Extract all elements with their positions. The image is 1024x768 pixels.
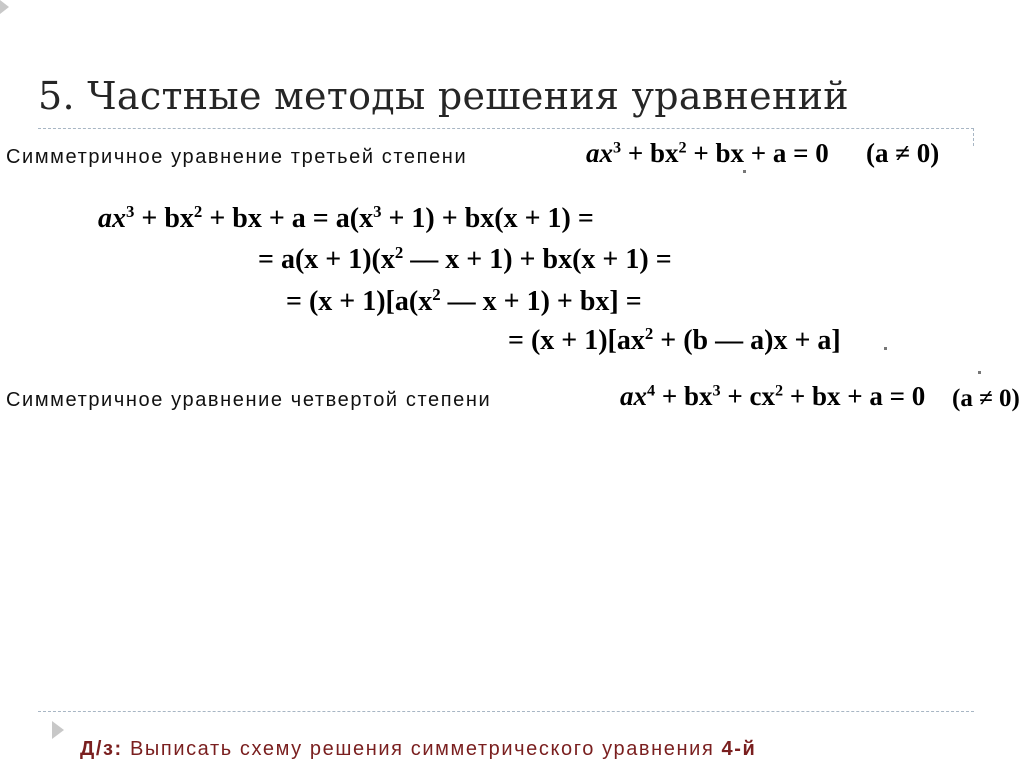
derivation-exp: 3 [126,201,135,221]
derivation-exp: 2 [644,323,654,343]
derivation-text: = (x + 1)[ax [508,325,645,356]
quartic-exp: 3 [712,381,721,400]
derivation-text: + (b — a)x + a] [653,325,841,356]
cubic-exp: 2 [678,138,687,157]
homework-label: Д/з: [80,738,123,760]
cubic-term: + bx [621,138,679,168]
derivation-line-3 [286,286,642,318]
scan-mark [978,371,981,374]
quartic-term: + cx [720,381,775,411]
quartic-label: Симметричное уравнение четвертой степени [6,389,492,411]
cubic-exp: 3 [613,138,622,157]
quartic-condition: (a ≠ 0) [952,385,1020,412]
derivation-line-4 [508,325,841,357]
derivation-line-1 [98,203,594,235]
footer-divider [38,711,974,712]
derivation-text: + bx + a = a(x [202,203,374,234]
quartic-term: + bx [655,381,713,411]
bullet-triangle-icon [52,721,64,739]
title-divider-edge [973,128,974,146]
cubic-condition: (a ≠ 0) [866,138,940,168]
derivation-exp: 2 [193,201,203,221]
homework-emphasis: 4-й [721,738,757,760]
title-divider [38,128,974,129]
derivation-text: — x + 1) + bx(x + 1) = [403,244,672,275]
corner-triangle-icon [0,0,9,14]
cubic-term: + bx + a = 0 [686,138,829,168]
scan-mark [884,347,887,350]
derivation-text: ax [98,203,126,234]
quartic-exp: 4 [647,381,656,400]
quartic-term: ax [620,381,647,411]
derivation-text: = (x + 1)[a(x [286,286,433,317]
slide-title: 5. Частные методы решения уравнений [38,74,849,118]
derivation-exp: 2 [432,284,441,304]
derivation-exp: 3 [373,201,382,221]
cubic-label: Симметричное уравнение третьей степени [6,146,468,168]
derivation-line-2 [258,244,672,276]
homework-text: Выписать схему решения симметрического уравнения [122,738,722,760]
homework-line [80,738,756,761]
derivation-exp: 2 [394,242,404,262]
quartic-equation [620,381,925,412]
cubic-term: ax [586,138,613,168]
derivation-text: — x + 1) + bx] = [440,286,642,317]
quartic-term: + bx + a = 0 [783,381,926,411]
derivation-text: + 1) + bx(x + 1) = [381,203,594,234]
scan-mark [743,170,746,173]
derivation-text: + bx [134,203,194,234]
cubic-equation [586,138,829,169]
derivation-text: = a(x + 1)(x [258,244,395,275]
quartic-exp: 2 [774,381,784,400]
